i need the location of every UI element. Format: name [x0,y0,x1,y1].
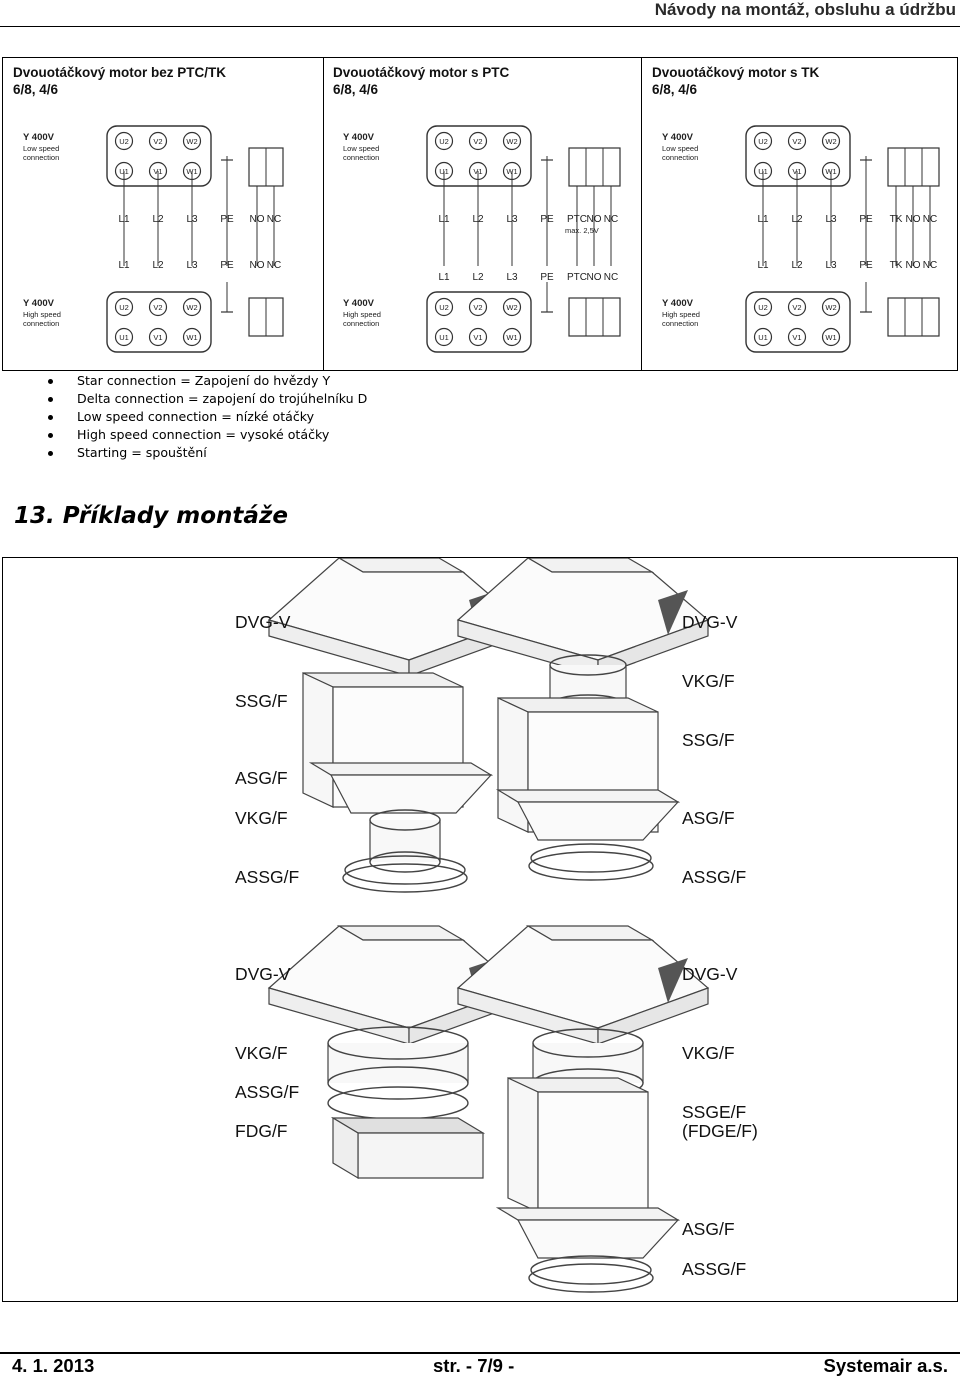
line-label: NO [905,260,921,271]
speed-label: connection [343,319,380,328]
floor-frame-front [358,1133,483,1178]
transition-top [498,790,678,802]
terminal-label: W2 [186,137,198,146]
line-label: PE [220,214,234,225]
label-dvg-v: DVG-V [682,612,738,632]
flange-ring [343,864,467,892]
footer-date: 4. 1. 2013 [12,1355,95,1376]
line-label: NC [922,214,938,225]
line-label: PE [859,214,873,225]
speed-label: High speed [662,310,700,319]
line-label: L2 [791,214,803,225]
line-label: PE [220,260,234,271]
terminal-label: V1 [792,167,802,176]
transition-piece [518,802,678,840]
silencer-side [508,1078,538,1212]
footer-company: Systemair a.s. [823,1355,948,1376]
flange-ring [529,1264,653,1292]
label-vkg-f: VKG/F [682,1043,735,1063]
flange-ring [328,1087,468,1119]
terminal-label: W1 [506,333,518,342]
transition-top [311,763,491,775]
terminal-label: U2 [119,137,129,146]
terminal-label: W1 [825,333,837,342]
line-label: NO [586,214,602,225]
terminal-label: U2 [439,303,449,312]
floor-frame-top [333,1118,483,1133]
line-label: NC [603,272,619,283]
speed-label: connection [662,153,699,162]
terminal-label: U2 [758,303,768,312]
label-dvg-v: DVG-V [235,964,291,984]
speed-label: connection [343,153,380,162]
legend-list [48,372,367,462]
line-label: PE [859,260,873,271]
label-assg-f: ASSG/F [682,867,747,887]
line-label: L1 [438,272,450,283]
label-dvg-v: DVG-V [235,612,291,632]
switch-block [569,298,620,336]
terminal-label: U1 [439,167,449,176]
terminal-label: U2 [758,137,768,146]
terminal-label: W2 [506,303,518,312]
label-assg-f: ASSG/F [235,867,300,887]
legend-item: Delta connection = zapojení do trojúhelníku D [48,390,367,408]
label-vkg-f: VKG/F [235,1043,288,1063]
footer-page-number: str. - 7/9 - [433,1355,515,1376]
wiring-column-tk [642,58,958,370]
label-asg-f: ASG/F [235,768,288,788]
line-label: L1 [757,214,769,225]
label-dvg-v: DVG-V [682,964,738,984]
line-label: TK [889,260,903,271]
line-label: TK [889,214,903,225]
header-rule [0,26,960,27]
terminal-label: W1 [186,167,198,176]
wiring-diagram-tk [642,58,958,370]
speed-label: connection [23,319,60,328]
line-label: L3 [186,214,198,225]
terminal-label: W2 [506,137,518,146]
line-label: L1 [757,260,769,271]
line-label: L2 [791,260,803,271]
line-label: L3 [506,214,518,225]
line-label: L2 [472,214,484,225]
voltage-note: max. 2,5V [565,226,599,235]
line-label: L1 [118,214,130,225]
terminal-label: V1 [473,167,483,176]
speed-label: High speed [343,310,381,319]
speed-label: connection [23,153,60,162]
label-fdge-f: (FDGE/F) [682,1121,758,1141]
document-header: Návody na montáž, obsluhu a údržbu [654,0,956,19]
line-label: L3 [506,272,518,283]
transition-top [498,1208,678,1220]
line-label: PE [540,214,554,225]
terminal-label: U1 [119,167,129,176]
voltage-label: Y 400V [662,298,693,309]
flange-ring [531,844,651,872]
label-asg-f: ASG/F [682,1219,735,1239]
label-ssg-f: SSG/F [682,730,735,750]
line-label: L3 [825,260,837,271]
silencer-front [538,1092,648,1212]
voltage-label: Y 400V [343,132,374,143]
terminal-label: U1 [758,167,768,176]
terminal-label: U2 [439,137,449,146]
line-label: NC [266,260,282,271]
line-label: NO [905,214,921,225]
voltage-label: Y 400V [23,298,54,309]
line-label: NO [249,214,265,225]
terminal-label: W2 [186,303,198,312]
voltage-label: Y 400V [662,132,693,143]
switch-block [888,298,939,336]
switch-block [888,148,939,186]
assembly-examples-figure [2,557,958,1302]
label-ssge-f: SSGE/F [682,1102,747,1122]
label-assg-f: ASSG/F [235,1082,300,1102]
terminal-label: V2 [473,303,483,312]
terminal-label: W1 [825,167,837,176]
line-label: NC [603,214,619,225]
line-label: PTC [567,272,587,283]
label-fdg-f: FDG/F [235,1121,288,1141]
wiring-diagram-ptc [323,58,641,370]
label-vkg-f: VKG/F [682,671,735,691]
line-label: L2 [152,260,164,271]
label-ssg-f: SSG/F [235,691,288,711]
line-label: L1 [118,260,130,271]
speed-label: Low speed [23,144,60,153]
terminal-label: V1 [153,333,163,342]
terminal-label: V2 [153,137,163,146]
line-label: PTC [567,214,587,225]
damper [533,1043,643,1083]
footer-rule [0,1352,960,1354]
voltage-label: Y 400V [343,298,374,309]
label-assg-f: ASSG/F [682,1259,747,1279]
line-label: L3 [186,260,198,271]
speed-label: Low speed [662,144,699,153]
line-label: L2 [152,214,164,225]
line-label: L1 [438,214,450,225]
terminal-label: W2 [825,137,837,146]
line-label: L3 [825,214,837,225]
terminal-label: W1 [186,333,198,342]
legend-item: Starting = spouštění [48,444,367,462]
legend-item: Star connection = Zapojení do hvězdy Y [48,372,367,390]
line-label: NO [249,260,265,271]
wiring-column-no-ptc [3,58,324,370]
terminal-label: V1 [153,167,163,176]
line-label: NC [922,260,938,271]
column-title: Dvouotáčkový motor s TK 6/8, 4/6 [652,65,820,97]
line-label: NO [586,272,602,283]
transition-piece [331,775,491,813]
terminal-label: V2 [792,303,802,312]
speed-label: High speed [23,310,61,319]
terminal-label: V2 [792,137,802,146]
wiring-diagram-no-ptc [3,58,323,370]
label-asg-f: ASG/F [682,808,735,828]
terminal-label: W2 [825,303,837,312]
column-title: Dvouotáčkový motor s PTC 6/8, 4/6 [333,65,510,97]
legend-item: Low speed connection = nízké otáčky [48,408,367,426]
voltage-label: Y 400V [23,132,54,143]
assembly-drawings [3,558,957,1301]
wiring-table [2,57,958,371]
terminal-label: U2 [119,303,129,312]
line-label: L2 [472,272,484,283]
line-label: NC [266,214,282,225]
section-title: 13. Příklady montáže [14,503,288,529]
switch-block [569,148,620,186]
terminal-label: V1 [792,333,802,342]
terminal-label: V1 [473,333,483,342]
terminal-label: U1 [758,333,768,342]
terminal-label: U1 [439,333,449,342]
flange-ring [531,1256,651,1284]
label-vkg-f: VKG/F [235,808,288,828]
wiring-column-ptc [323,58,642,370]
speed-label: connection [662,319,699,328]
line-label: PE [540,272,554,283]
terminal-label: W1 [506,167,518,176]
legend-item: High speed connection = vysoké otáčky [48,426,367,444]
flange-ring [529,852,653,880]
terminal-label: V2 [473,137,483,146]
speed-label: Low speed [343,144,380,153]
terminal-label: V2 [153,303,163,312]
transition-piece [518,1220,678,1258]
terminal-label: U1 [119,333,129,342]
column-title: Dvouotáčkový motor bez PTC/TK 6/8, 4/6 [13,65,227,97]
damper [328,1043,468,1083]
silencer-side [303,673,333,807]
